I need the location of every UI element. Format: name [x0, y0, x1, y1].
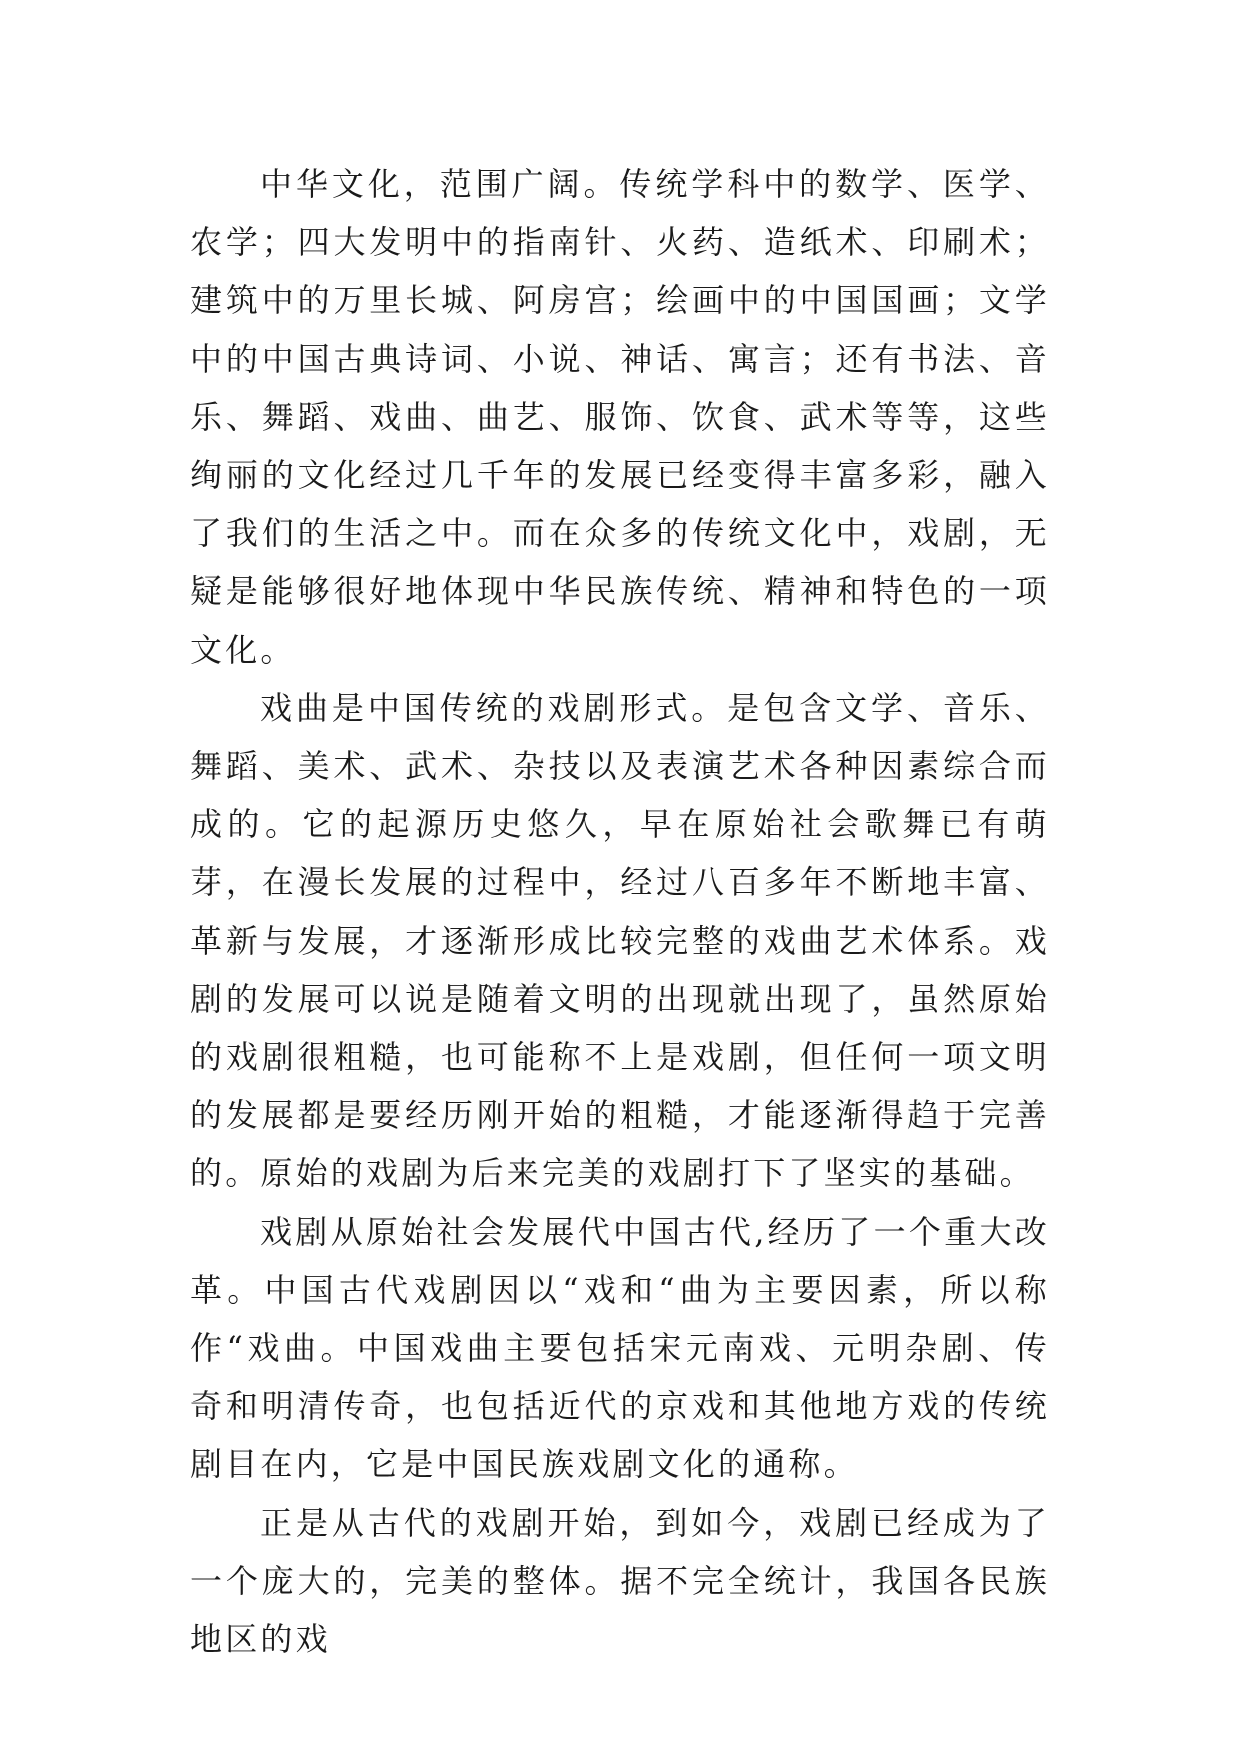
paragraph-1: 中华文化，范围广阔。传统学科中的数学、医学、农学；四大发明中的指南针、火药、造纸术、印刷术；建筑中的万里长城、阿房宫；绘画中的中国国画；文学中的中国古典诗词、小说、神话、寓言；还有书法、音乐、舞蹈、戏曲、曲艺、服饰、饮食、武术等等，这些绚丽的文化经过几千年的发展已经变得丰富多彩，融入了我们的生活之中。而在众多的传统文化中，戏剧，无疑是能够很好地体现中华民族传统、精神和特色的一项文化。: [190, 165, 1050, 669]
paragraph-2: 戏曲是中国传统的戏剧形式。是包含文学、音乐、舞蹈、美术、武术、杂技以及表演艺术各种因素综合而成的。它的起源历史悠久，早在原始社会歌舞已有萌芽，在漫长发展的过程中，经过八百多年不断地丰富、革新与发展，才逐渐形成比较完整的戏曲艺术体系。戏剧的发展可以说是随着文明的出现就出现了，虽然原始的戏剧很粗糙，也可能称不上是戏剧，但任何一项文明的发展都是要经历刚开始的粗糙，才能逐渐得趋于完善的。原始的戏剧为后来完美的戏剧打下了坚实的基础。: [190, 688, 1050, 1193]
paragraph-4: 正是从古代的戏剧开始，到如今，戏剧已经成为了一个庞大的，完美的整体。据不完全统计，我国各民族地区的戏: [190, 1503, 1050, 1659]
document-body: [190, 155, 1050, 1668]
paragraph-3: 戏剧从原始社会发展代中国古代,经历了一个重大改革。中国古代戏剧因以“戏和“曲为主要因素，所以称作“戏曲。中国戏曲主要包括宋元南戏、元明杂剧、传奇和明清传奇，也包括近代的京戏和其他地方戏的传统剧目在内，它是中国民族戏剧文化的通称。: [190, 1212, 1050, 1484]
